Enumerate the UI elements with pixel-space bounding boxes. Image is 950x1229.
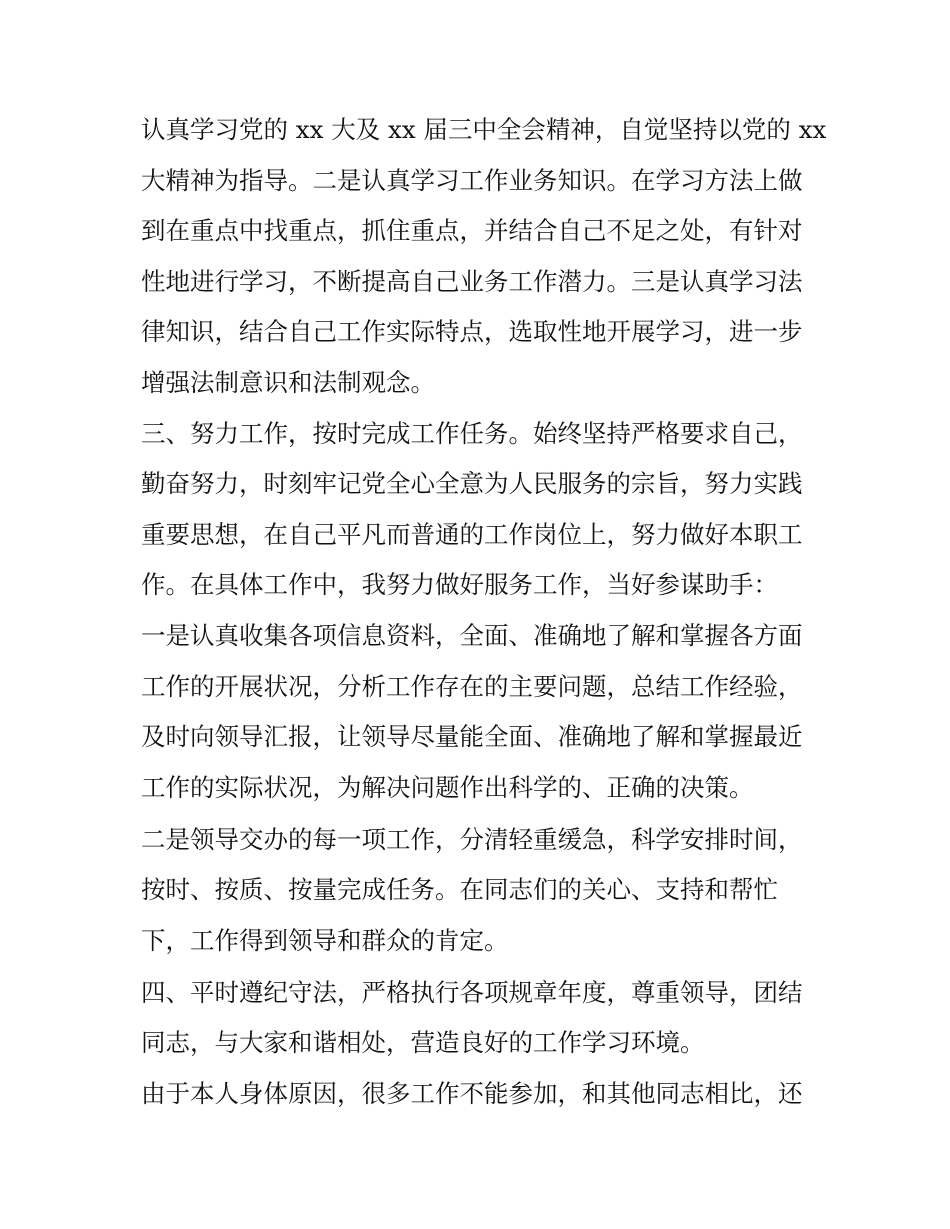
text-line: 作。在具体工作中，我努力做好服务工作，当好参谋助手： bbox=[141, 570, 778, 599]
text-line: 三、努力工作，按时完成工作任务。始终坚持严格要求自己， bbox=[141, 419, 803, 448]
text-line: 一是认真收集各项信息资料，全面、准确地了解和掌握各方面 bbox=[141, 621, 803, 650]
text-line: 律知识，结合自己工作实际特点，选取性地开展学习，进一步 bbox=[141, 317, 803, 346]
text-line: 工作的实际状况，为解决问题作出科学的、正确的决策。 bbox=[141, 773, 754, 802]
text-line: 由于本人身体原因，很多工作不能参加，和其他同志相比，还 bbox=[141, 1079, 803, 1108]
text-line: 及时向领导汇报，让领导尽量能全面、准确地了解和掌握最近 bbox=[141, 722, 803, 751]
text-line: 认真学习党的 xx 大及 xx 届三中全会精神，自觉坚持以党的 xx bbox=[141, 115, 827, 144]
text-line: 性地进行学习，不断提高自己业务工作潜力。三是认真学习法 bbox=[141, 267, 803, 296]
text-line: 到在重点中找重点，抓住重点，并结合自己不足之处，有针对 bbox=[141, 216, 803, 245]
text-line: 下，工作得到领导和群众的肯定。 bbox=[141, 926, 509, 955]
text-line: 增强法制意识和法制观念。 bbox=[141, 368, 435, 397]
text-line: 四、平时遵纪守法，严格执行各项规章年度，尊重领导，团结 bbox=[141, 978, 803, 1007]
text-line: 二是领导交办的每一项工作，分清轻重缓急，科学安排时间， bbox=[141, 825, 803, 854]
text-line: 同志，与大家和谐相处，营造良好的工作学习环境。 bbox=[141, 1028, 705, 1057]
text-line: 大精神为指导。二是认真学习工作业务知识。在学习方法上做 bbox=[141, 166, 803, 195]
text-line: 按时、按质、按量完成任务。在同志们的关心、支持和帮忙 bbox=[141, 875, 778, 904]
text-line: 重要思想，在自己平凡而普通的工作岗位上，努力做好本职工 bbox=[141, 520, 803, 549]
text-line: 勤奋努力，时刻牢记党全心全意为人民服务的宗旨，努力实践 bbox=[141, 469, 803, 498]
text-line: 工作的开展状况，分析工作存在的主要问题，总结工作经验， bbox=[141, 672, 803, 701]
